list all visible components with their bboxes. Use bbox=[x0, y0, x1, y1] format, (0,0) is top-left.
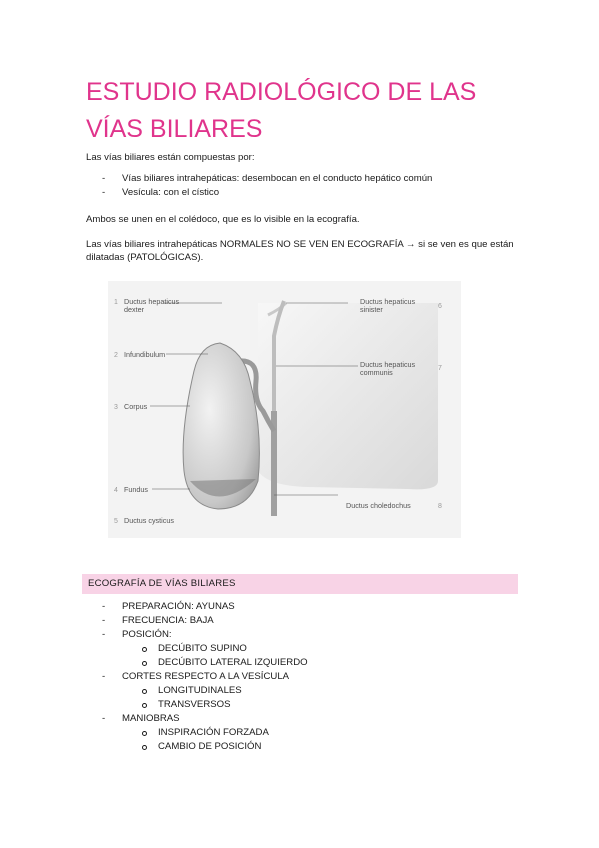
sublist-item: DECÚBITO LATERAL IZQUIERDO bbox=[122, 656, 308, 670]
list-item bbox=[86, 712, 308, 754]
biliary-anatomy-figure bbox=[108, 281, 461, 538]
list-item bbox=[86, 670, 308, 712]
section-header-ecografia bbox=[82, 574, 518, 594]
figure-label: communis bbox=[360, 368, 393, 377]
figure-label-num: 5 bbox=[114, 518, 118, 525]
list-item-label: MANIOBRAS bbox=[122, 713, 180, 724]
list-item: - Vías biliares intrahepáticas: desembocan en el conducto hepático común bbox=[86, 172, 432, 186]
sublist-item: DECÚBITO SUPINO bbox=[122, 642, 308, 656]
sublist bbox=[122, 726, 308, 754]
figure-label-num: 8 bbox=[438, 503, 442, 510]
figure-label-num: 6 bbox=[438, 303, 442, 310]
figure-label-num: 1 bbox=[114, 299, 118, 306]
intro-paragraph: Las vías biliares están compuestas por: bbox=[86, 152, 255, 163]
figure-label: Ductus choledochus bbox=[346, 501, 411, 510]
list-item: - PREPARACIÓN: AYUNAS bbox=[86, 600, 308, 614]
figure-label: Corpus bbox=[124, 402, 148, 411]
list-item-label: CORTES RESPECTO A LA VESÍCULA bbox=[122, 671, 290, 682]
sublist bbox=[122, 684, 308, 712]
figure-label-num: 2 bbox=[114, 352, 118, 359]
sublist bbox=[122, 642, 308, 670]
list-item bbox=[86, 628, 308, 670]
figure-label: Fundus bbox=[124, 485, 148, 494]
liver-shape bbox=[258, 303, 438, 489]
figure-label-num: 7 bbox=[438, 365, 442, 372]
figure-label: Ductus cysticus bbox=[124, 516, 174, 525]
list-item-label: POSICIÓN: bbox=[122, 629, 172, 640]
sublist-item: CAMBIO DE POSICIÓN bbox=[122, 740, 308, 754]
figure-label: dexter bbox=[124, 305, 144, 314]
page-title: ESTUDIO RADIOLÓGICO DE LAS VÍAS BILIARES bbox=[86, 78, 477, 143]
ecografia-list bbox=[86, 600, 308, 754]
figure-label: sinister bbox=[360, 305, 383, 314]
paragraph-intrahepaticas: Las vías biliares intrahepáticas NORMALES NO SE VEN EN ECOGRAFÍA → si se ven es que están dilatadas (PATOLÓGICAS). bbox=[86, 239, 514, 263]
sublist-item: TRANSVERSOS bbox=[122, 698, 308, 712]
components-list bbox=[86, 172, 432, 200]
figure-label: Infundibulum bbox=[124, 350, 166, 359]
list-item: - Vesícula: con el cístico bbox=[86, 186, 432, 200]
figure-label-num: 4 bbox=[114, 487, 118, 494]
section-title: ECOGRAFÍA DE VÍAS BILIARES bbox=[88, 578, 236, 589]
figure-label: Ductus hepaticus bbox=[124, 297, 180, 306]
sublist-item: LONGITUDINALES bbox=[122, 684, 308, 698]
figure-label: Ductus hepaticus bbox=[360, 360, 416, 369]
figure-label: Ductus hepaticus bbox=[360, 297, 416, 306]
sublist-item: INSPIRACIÓN FORZADA bbox=[122, 726, 308, 740]
figure-label-num: 3 bbox=[114, 404, 118, 411]
list-item: - FRECUENCIA: BAJA bbox=[86, 614, 308, 628]
paragraph-coledoco: Ambos se unen en el colédoco, que es lo visible en la ecografía. bbox=[86, 214, 360, 225]
